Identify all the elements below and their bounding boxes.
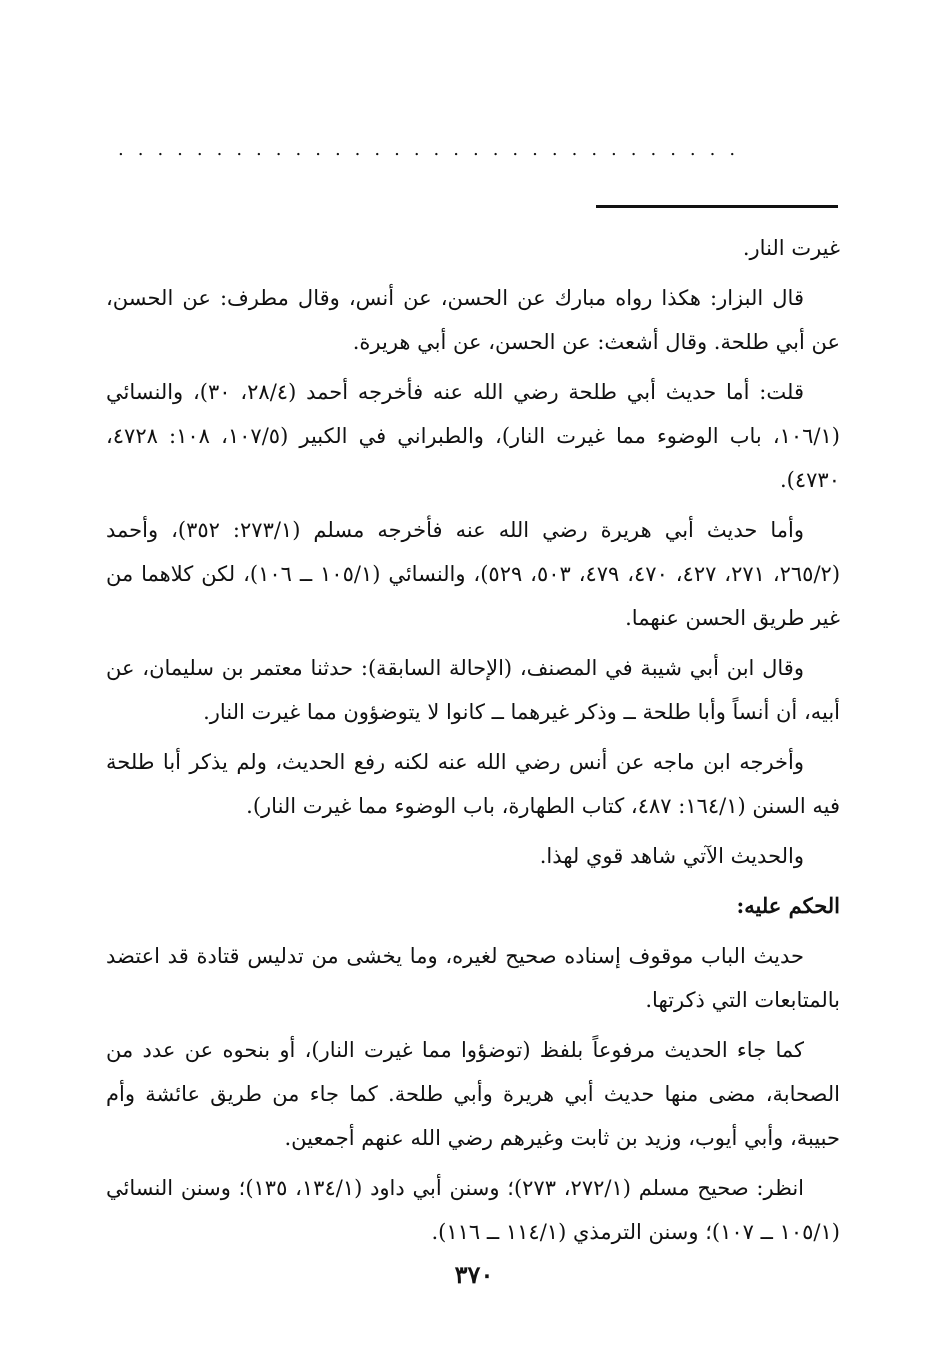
section-heading: الحكم عليه: [736,893,840,918]
separator-dots: ................................ [118,140,750,160]
paragraph-ibn-abi-shayba: وقال ابن أبي شيبة في المصنف، (الإحالة السابقة): حدثنا معتمر بن سليمان، عن أبيه، أن أنساً وأبا طلحة ــ وذكر غيرهما ــ كانوا لا يتوضؤون مما غيرت النار. [106,656,840,724]
paragraph-abu-hurayra-hadith: وأما حديث أبي هريرة رضي الله عنه فأخرجه مسلم (٢٧٣/١: ٣٥٢)، وأحمد (٢٦٥/٢، ٢٧١، ٤٢٧، ٤٧٠، ٤٧٩، ٥٠٣، ٥٢٩)، والنسائي (١٠٥/١ ــ ١٠٦)، لكن كلاهما من غير طريق الحسن عنهما. [106,518,841,630]
paragraph-references: انظر: صحيح مسلم (٢٧٢/١، ٢٧٣)؛ وسنن أبي داود (١٣٤/١، ١٣٥)؛ وسنن النسائي (١٠٥/١ ــ ١٠٧)؛ وسنن الترمذي (١١٤/١ ــ ١١٦). [106,1176,840,1244]
paragraph-ruling: حديث الباب موقوف إسناده صحيح لغيره، وما يخشى من تدليس قتادة قد اعتضد بالمتابعات التي ذكرتها. [106,944,840,1012]
paragraph-abu-talha-hadith: قلت: أما حديث أبي طلحة رضي الله عنه فأخرجه أحمد (٢٨/٤، ٣٠)، والنسائي (١٠٦/١، باب الوضوء مما غيرت النار)، والطبراني في الكبير (١٠٧/٥، ١٠٨: ٤٧٢٨، ٤٧٣٠). [106,380,840,492]
footnote-rule [596,205,838,208]
paragraph-continuation: غيرت النار. [742,236,840,260]
paragraph-ibn-majah: وأخرجه ابن ماجه عن أنس رضي الله عنه لكنه رفع الحديث، ولم يذكر أبا طلحة فيه السنن (١٦٤/١: ٤٨٧، كتاب الطهارة، باب الوضوء مما غيرت النار). [106,750,840,818]
paragraph-marfu: كما جاء الحديث مرفوعاً بلفظ (توضؤوا مما غيرت النار)، أو بنحوه عن عدد من الصحابة، مضى منها حديث أبي هريرة وأبي طلحة. كما جاء من طريق عائشة وأم حبيبة، وأبي أيوب، وزيد بن ثابت وغيرهم رضي الله عنهم أجمعين. [106,1038,840,1150]
page-text [106,226,840,1260]
paragraph-bazzar: قال البزار: هكذا رواه مبارك عن الحسن، عن أنس، وقال مطرف: عن الحسن، عن أبي طلحة. وقال أشعث: عن الحسن، عن أبي هريرة. [106,286,840,354]
page-number: ٣٧٠ [454,1260,494,1289]
paragraph-witness: والحديث الآتي شاهد قوي لهذا. [539,844,804,868]
